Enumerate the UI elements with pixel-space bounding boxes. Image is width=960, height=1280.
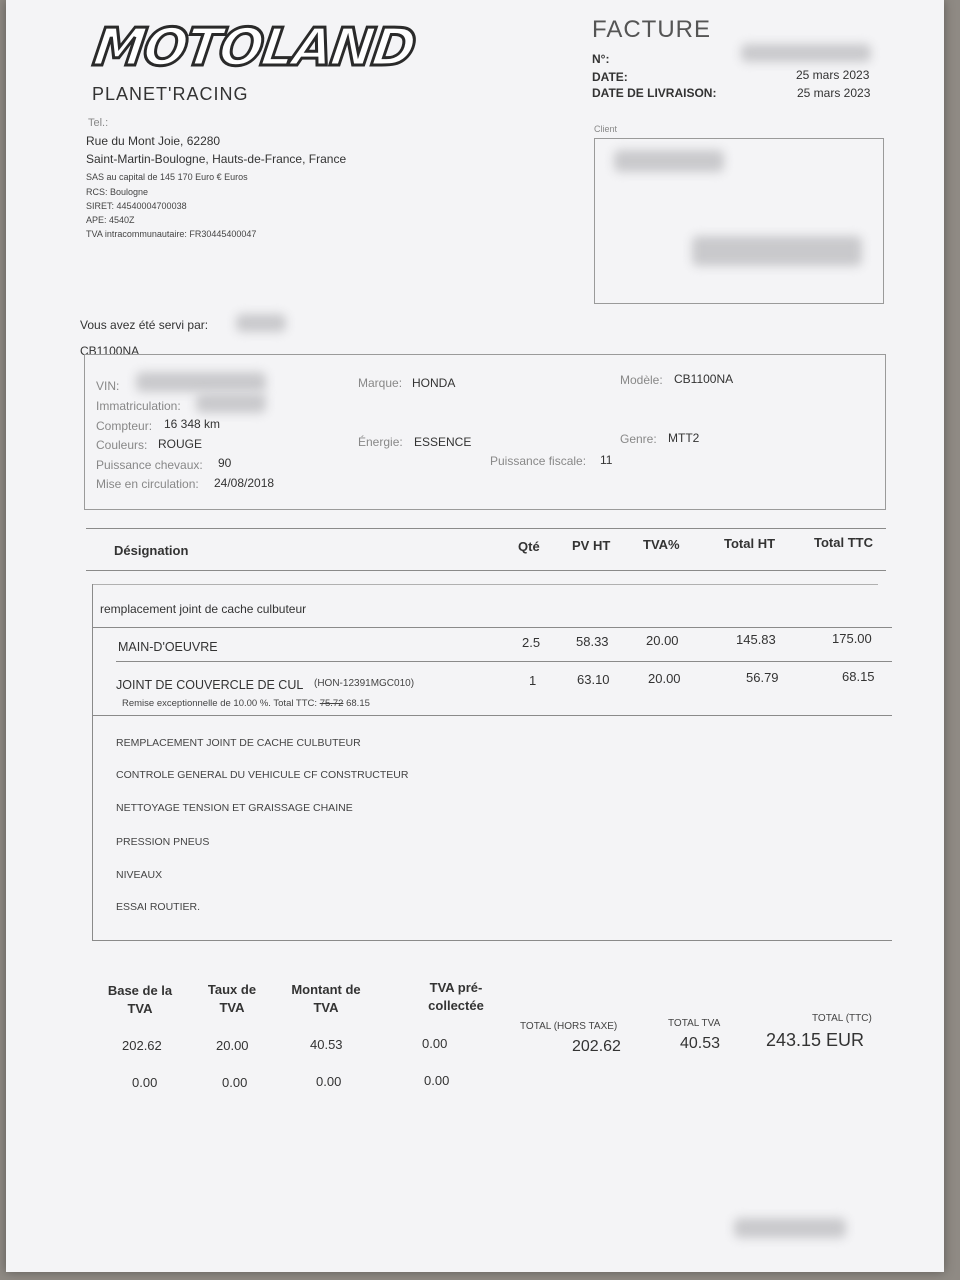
mise-en-circulation-label: Mise en circulation: (96, 477, 199, 491)
note-line: NETTOYAGE TENSION ET GRAISSAGE CHAINE (116, 802, 353, 814)
energie-value: ESSENCE (414, 435, 472, 449)
section-rule (92, 627, 892, 628)
row-qte: 2.5 (522, 635, 541, 650)
company-siret: SIRET: 44540004700038 (86, 201, 187, 211)
row-designation: JOINT DE COUVERCLE DE CUL (116, 678, 304, 692)
note-line: REMPLACEMENT JOINT DE CACHE CULBUTEUR (116, 737, 361, 749)
puissance-fiscale-value: 11 (600, 453, 613, 467)
energie-label: Énergie: (358, 435, 403, 449)
company-ape: APE: 4540Z (86, 215, 135, 225)
row-pvht: 63.10 (577, 672, 610, 687)
header-totalttc: Total TTC (814, 535, 873, 550)
row-tva: 20.00 (646, 633, 679, 648)
row-tva: 20.00 (648, 671, 681, 686)
header-designation: Désignation (114, 543, 189, 558)
invoice-title: FACTURE (592, 16, 712, 43)
puissance-fiscale-label: Puissance fiscale: (490, 454, 587, 468)
row-remise (122, 698, 370, 709)
genre-label: Genre: (620, 432, 657, 446)
mise-en-circulation-value: 24/08/2018 (214, 476, 275, 490)
tva-taux: 0.00 (222, 1075, 248, 1090)
company-capital: SAS au capital de 145 170 Euro € Euros (86, 172, 248, 182)
note-line: PRESSION PNEUS (116, 836, 210, 848)
header-tva-pre-collectee: TVA pré-collectée (428, 980, 484, 1013)
delivery-date: 25 mars 2023 (797, 86, 871, 100)
total-ht-value: 202.62 (572, 1038, 621, 1055)
row-totalht: 145.83 (736, 632, 776, 647)
immatriculation-redacted (196, 393, 266, 413)
client-address-redacted (692, 236, 862, 266)
total-ht-label: TOTAL (HORS TAXE) (520, 1021, 618, 1032)
table-bottom-rule (92, 940, 892, 941)
table-left-border (92, 584, 93, 940)
header-pvht: PV HT (572, 538, 611, 553)
note-line: ESSAI ROUTIER. (116, 901, 201, 913)
company-address-line1: Rue du Mont Joie, 62280 (86, 134, 221, 148)
tva-pre-collectee: 0.00 (422, 1036, 448, 1051)
company-rcs: RCS: Boulogne (86, 187, 149, 197)
motoland-logo: MOTOLAND (89, 18, 418, 78)
header-taux-tva: Taux de TVA (207, 982, 257, 1015)
brand-subtitle: PLANET'RACING (92, 84, 249, 104)
row-rule (116, 661, 892, 662)
total-tva-label: TOTAL TVA (668, 1018, 721, 1029)
note-line: NIVEAUX (116, 869, 163, 881)
row-totalht: 56.79 (746, 670, 779, 685)
remise-new-price: 68.15 (346, 698, 370, 709)
invoice-date-label: DATE: (592, 70, 628, 84)
row-totalttc: 175.00 (832, 631, 872, 646)
served-by-label: Vous avez été servi par: (80, 318, 209, 332)
row-totalttc: 68.15 (842, 669, 875, 684)
total-ttc-label: TOTAL (TTC) (812, 1013, 872, 1024)
modele-value: CB1100NA (674, 372, 734, 386)
client-name-redacted (614, 150, 724, 172)
row-reference: (HON-12391MGC010) (314, 678, 415, 689)
footer-redacted (734, 1218, 846, 1238)
table-header-rule (86, 570, 886, 571)
tva-pre-collectee: 0.00 (424, 1073, 450, 1088)
row-rule (92, 715, 892, 716)
remise-label: Remise exceptionnelle de 10.00 %. Total TTC: (122, 698, 318, 709)
header-tva: TVA% (643, 537, 680, 552)
table-sub-rule (92, 584, 878, 585)
row-pvht: 58.33 (576, 634, 609, 649)
total-tva-value: 40.53 (680, 1035, 721, 1052)
immatriculation-label: Immatriculation: (96, 399, 181, 413)
invoice-page (6, 0, 944, 1272)
tva-base: 0.00 (132, 1075, 158, 1090)
company-tel: Tel.: (88, 117, 109, 129)
served-by-redacted (236, 314, 286, 332)
genre-value: MTT2 (668, 431, 700, 445)
header-qte: Qté (518, 539, 540, 554)
header-base-tva: Base de la TVA (107, 983, 173, 1016)
header-totalht: Total HT (724, 536, 776, 551)
invoice-number-redacted (741, 44, 871, 62)
row-qte: 1 (529, 673, 537, 688)
marque-label: Marque: (358, 376, 403, 390)
header-montant-tva: Montant de TVA (291, 982, 361, 1015)
company-tva-intra: TVA intracommunautaire: FR30445400047 (86, 229, 257, 239)
compteur-value: 16 348 km (164, 417, 221, 431)
row-designation: MAIN-D'OEUVRE (118, 640, 218, 654)
delivery-date-label: DATE DE LIVRAISON: (592, 86, 717, 100)
couleurs-value: ROUGE (158, 437, 203, 451)
couleurs-label: Couleurs: (96, 438, 148, 452)
tva-montant: 0.00 (316, 1074, 342, 1089)
puissance-chevaux-label: Puissance chevaux: (96, 458, 203, 472)
section-title: remplacement joint de cache culbuteur (100, 602, 307, 616)
marque-value: HONDA (412, 376, 456, 390)
table-top-rule (86, 528, 886, 529)
note-line: CONTROLE GENERAL DU VEHICULE CF CONSTRUCTEUR (116, 769, 409, 781)
vin-redacted (136, 372, 266, 392)
total-ttc-value: 243.15 EUR (766, 1030, 865, 1050)
puissance-chevaux-value: 90 (218, 456, 232, 470)
vehicle-model-title: CB1100NA (80, 344, 140, 358)
tva-taux: 20.00 (216, 1038, 249, 1053)
vin-label: VIN: (96, 379, 120, 393)
remise-old-price: 75.72 (319, 698, 344, 709)
tva-montant: 40.53 (310, 1037, 343, 1052)
modele-label: Modèle: (620, 373, 663, 387)
tva-base: 202.62 (122, 1038, 162, 1053)
client-label: Client (594, 124, 618, 134)
company-address-line2: Saint-Martin-Boulogne, Hauts-de-France, France (86, 152, 347, 166)
invoice-number-label: N°: (592, 52, 610, 66)
invoice-date: 25 mars 2023 (796, 68, 870, 82)
compteur-label: Compteur: (96, 419, 153, 433)
